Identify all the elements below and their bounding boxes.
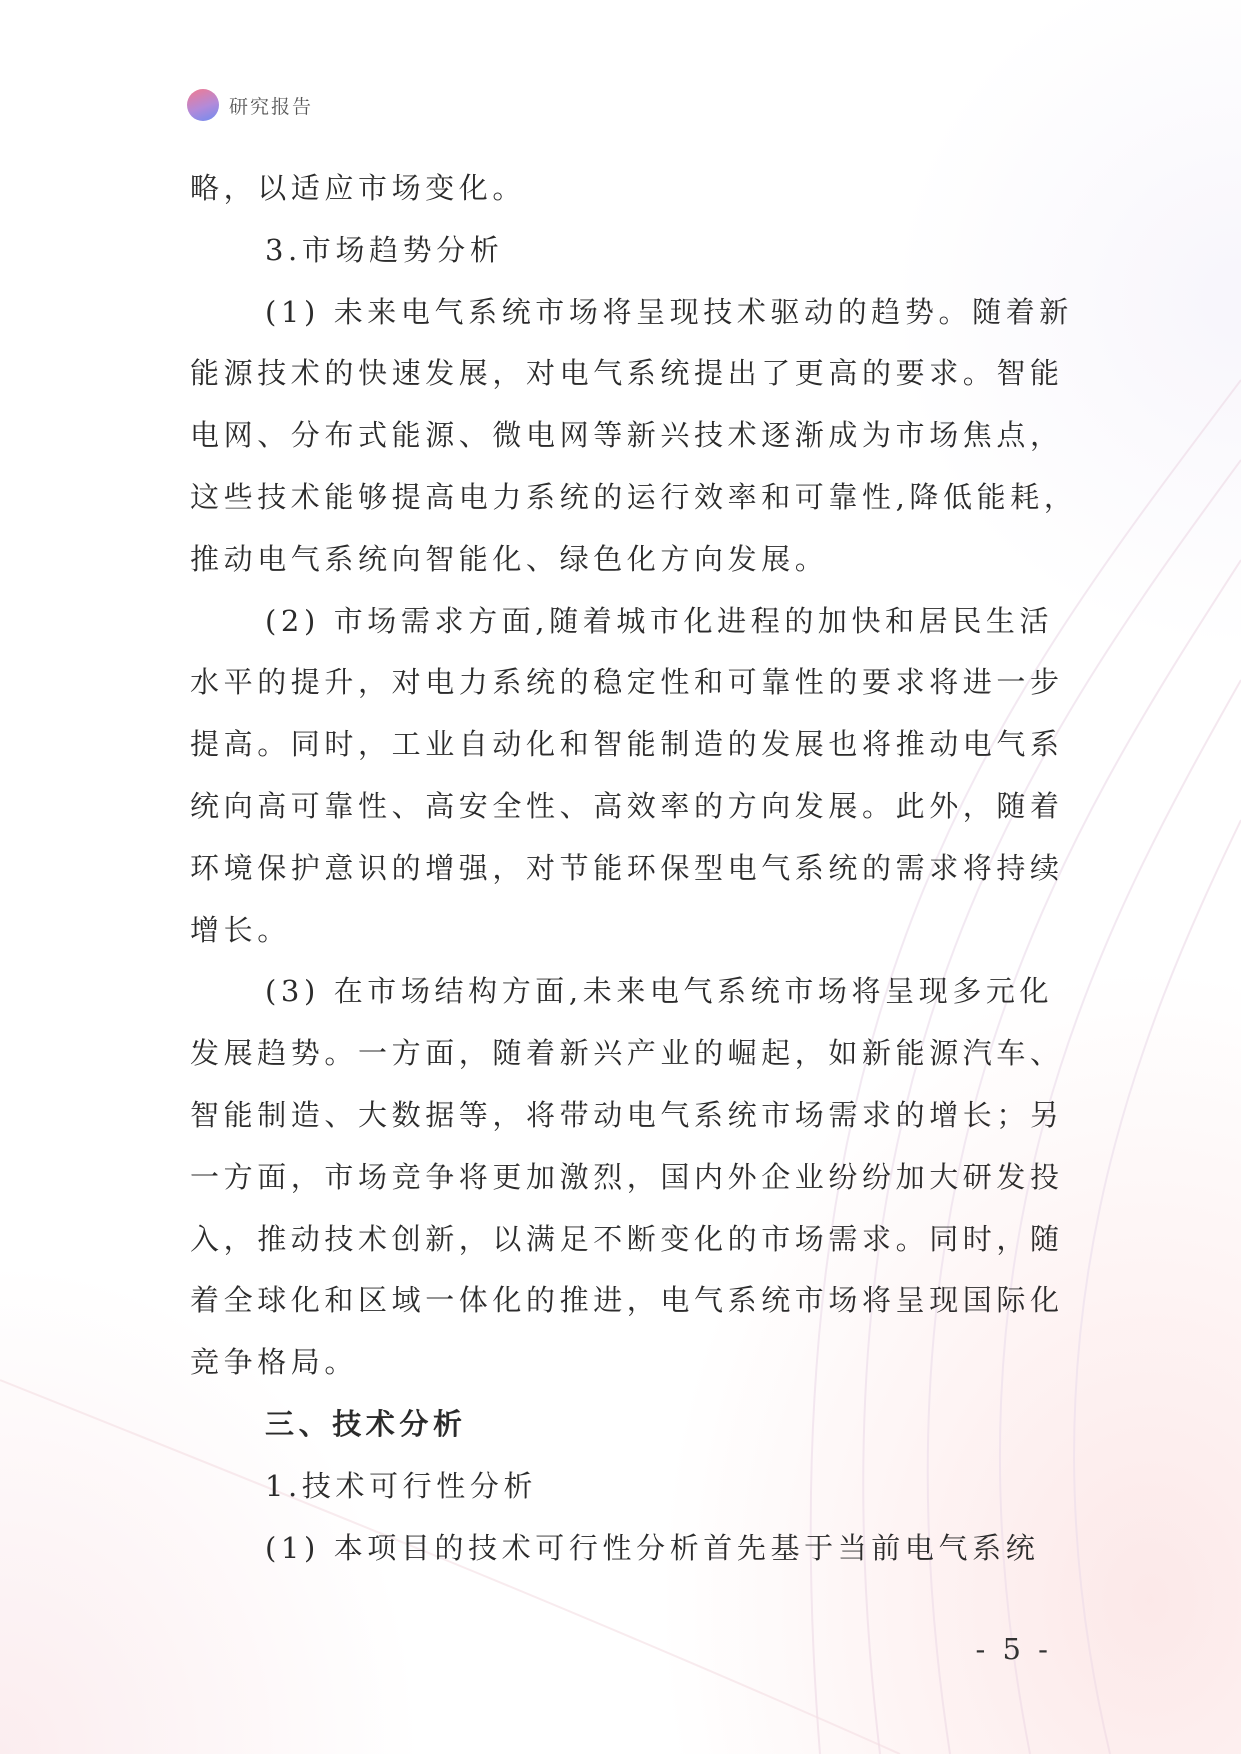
text-line: 发展趋势。一方面，随着新兴产业的崛起，如新能源汽车、 <box>190 1036 1064 1071</box>
section-heading: 三、技术分析 <box>265 1406 467 1441</box>
text-line: 一方面，市场竞争将更加激烈，国内外企业纷纷加大研发投 <box>190 1159 1064 1194</box>
text-line: 着全球化和区域一体化的推进，电气系统市场将呈现国际化 <box>190 1283 1064 1318</box>
page-header <box>187 88 313 122</box>
text-line: 略，以适应市场变化。 <box>190 171 527 205</box>
text-line: 入，推动技术创新，以满足不断变化的市场需求。同时，随 <box>190 1221 1064 1256</box>
report-logo-icon <box>187 89 219 121</box>
body-text <box>190 158 1078 1579</box>
text-line: 推动电气系统向智能化、绿色化方向发展。 <box>190 541 829 576</box>
text-line: 这些技术能够提高电力系统的运行效率和可靠性,降低能耗， <box>190 479 1078 514</box>
text-line: 3.市场趋势分析 <box>265 232 504 267</box>
text-line: (1) 本项目的技术可行性分析首先基于当前电气系统 <box>265 1530 1040 1565</box>
text-line: (3) 在市场结构方面,未来电气系统市场将呈现多元化 <box>265 974 1054 1009</box>
text-line: 电网、分布式能源、微电网等新兴技术逐渐成为市场焦点， <box>190 418 1064 453</box>
text-line: 环境保护意识的增强，对节能环保型电气系统的需求将持续 <box>190 850 1064 885</box>
text-line: 1.技术可行性分析 <box>265 1468 538 1503</box>
text-line: 统向高可靠性、高安全性、高效率的方向发展。此外，随着 <box>190 788 1064 823</box>
header-title: 研究报告 <box>229 95 314 118</box>
text-line: 竞争格局。 <box>190 1345 359 1380</box>
text-line: 水平的提升，对电力系统的稳定性和可靠性的要求将进一步 <box>190 665 1064 700</box>
text-line: (2) 市场需求方面,随着城市化进程的加快和居民生活 <box>265 603 1054 638</box>
text-line: 智能制造、大数据等，将带动电气系统市场需求的增长；另 <box>190 1097 1064 1132</box>
text-line: 提高。同时，工业自动化和智能制造的发展也将推动电气系 <box>190 727 1064 762</box>
text-line: 增长。 <box>190 912 291 947</box>
page-number: - 5 - <box>975 1632 1052 1666</box>
text-line: 能源技术的快速发展，对电气系统提出了更高的要求。智能 <box>190 356 1064 391</box>
text-line: (1) 未来电气系统市场将呈现技术驱动的趋势。随着新 <box>265 294 1073 329</box>
